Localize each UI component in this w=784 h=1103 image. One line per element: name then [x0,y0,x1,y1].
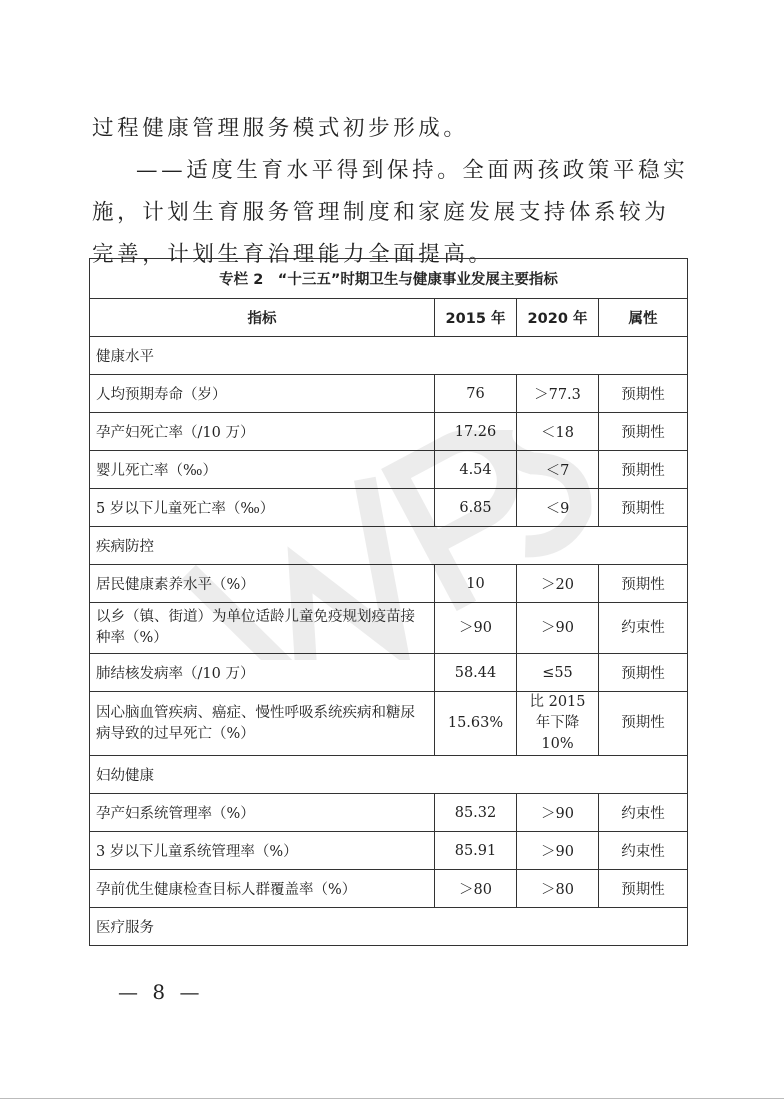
value-2015-cell: 17.26 [435,413,517,451]
value-2015-cell: 58.44 [435,654,517,692]
table-row [90,870,688,908]
table-row [90,451,688,489]
section-title: 妇幼健康 [90,756,688,794]
value-2020-cell: ＞80 [517,870,599,908]
bottom-rule [0,1098,784,1099]
value-2015-cell: 6.85 [435,489,517,527]
table-row [90,654,688,692]
attribute-cell: 约束性 [599,603,688,654]
indicator-cell: 因心脑血管疾病、癌症、慢性呼吸系统疾病和糖尿病导致的过早死亡（%） [90,692,435,756]
section-title: 医疗服务 [90,908,688,946]
indicators-table [89,258,688,946]
section-row [90,756,688,794]
table-row [90,603,688,654]
attribute-cell: 预期性 [599,375,688,413]
header-attribute: 属性 [599,299,688,337]
table-caption: 专栏 2 “十三五”时期卫生与健康事业发展主要指标 [90,259,688,299]
value-2020-cell: ＜18 [517,413,599,451]
indicator-cell: 5 岁以下儿童死亡率（‰） [90,489,435,527]
indicator-cell: 孕产妇系统管理率（%） [90,794,435,832]
value-2020-cell: ＞90 [517,832,599,870]
attribute-cell: 预期性 [599,451,688,489]
value-2020-cell: ＞90 [517,794,599,832]
value-2015-cell: 85.91 [435,832,517,870]
table-row [90,565,688,603]
table-row [90,375,688,413]
table-row [90,413,688,451]
attribute-cell: 预期性 [599,413,688,451]
paragraph-2: ——适度生育水平得到保持。全面两孩政策平稳实施，计划生育服务管理制度和家庭发展支持体系较为完善，计划生育治理能力全面提高。 [92,158,689,267]
section-title: 健康水平 [90,337,688,375]
table-row [90,832,688,870]
attribute-cell: 约束性 [599,794,688,832]
value-2020-cell: ＞77.3 [517,375,599,413]
section-row [90,337,688,375]
section-row [90,527,688,565]
value-2020-cell: ≤55 [517,654,599,692]
page-number: — 8 — [118,980,204,1004]
indicator-cell: 婴儿死亡率（‰） [90,451,435,489]
header-2020: 2020 年 [517,299,599,337]
table-row [90,794,688,832]
paragraph-1: 过程健康管理服务模式初步形成。 [92,116,469,141]
attribute-cell: 预期性 [599,489,688,527]
indicator-cell: 以乡（镇、街道）为单位适龄儿童免疫规划疫苗接种率（%） [90,603,435,654]
indicator-cell: 孕前优生健康检查目标人群覆盖率（%） [90,870,435,908]
value-2020-cell: ＜9 [517,489,599,527]
value-2020-cell: ＞20 [517,565,599,603]
attribute-cell: 预期性 [599,870,688,908]
attribute-cell: 预期性 [599,692,688,756]
value-2015-cell: 85.32 [435,794,517,832]
header-2015: 2015 年 [435,299,517,337]
header-indicator: 指标 [90,299,435,337]
value-2020-cell: 比 2015 年下降 10% [517,692,599,756]
section-title: 疾病防控 [90,527,688,565]
table-row [90,692,688,756]
value-2015-cell: ＞80 [435,870,517,908]
indicator-cell: 肺结核发病率（/10 万） [90,654,435,692]
indicator-cell: 孕产妇死亡率（/10 万） [90,413,435,451]
indicator-cell: 人均预期寿命（岁） [90,375,435,413]
value-2015-cell: 76 [435,375,517,413]
attribute-cell: 预期性 [599,565,688,603]
table-row [90,489,688,527]
value-2015-cell: ＞90 [435,603,517,654]
indicator-cell: 居民健康素养水平（%） [90,565,435,603]
attribute-cell: 约束性 [599,832,688,870]
value-2015-cell: 10 [435,565,517,603]
value-2015-cell: 15.63% [435,692,517,756]
attribute-cell: 预期性 [599,654,688,692]
value-2020-cell: ＜7 [517,451,599,489]
section-row [90,908,688,946]
value-2015-cell: 4.54 [435,451,517,489]
indicator-cell: 3 岁以下儿童系统管理率（%） [90,832,435,870]
value-2020-cell: ＞90 [517,603,599,654]
